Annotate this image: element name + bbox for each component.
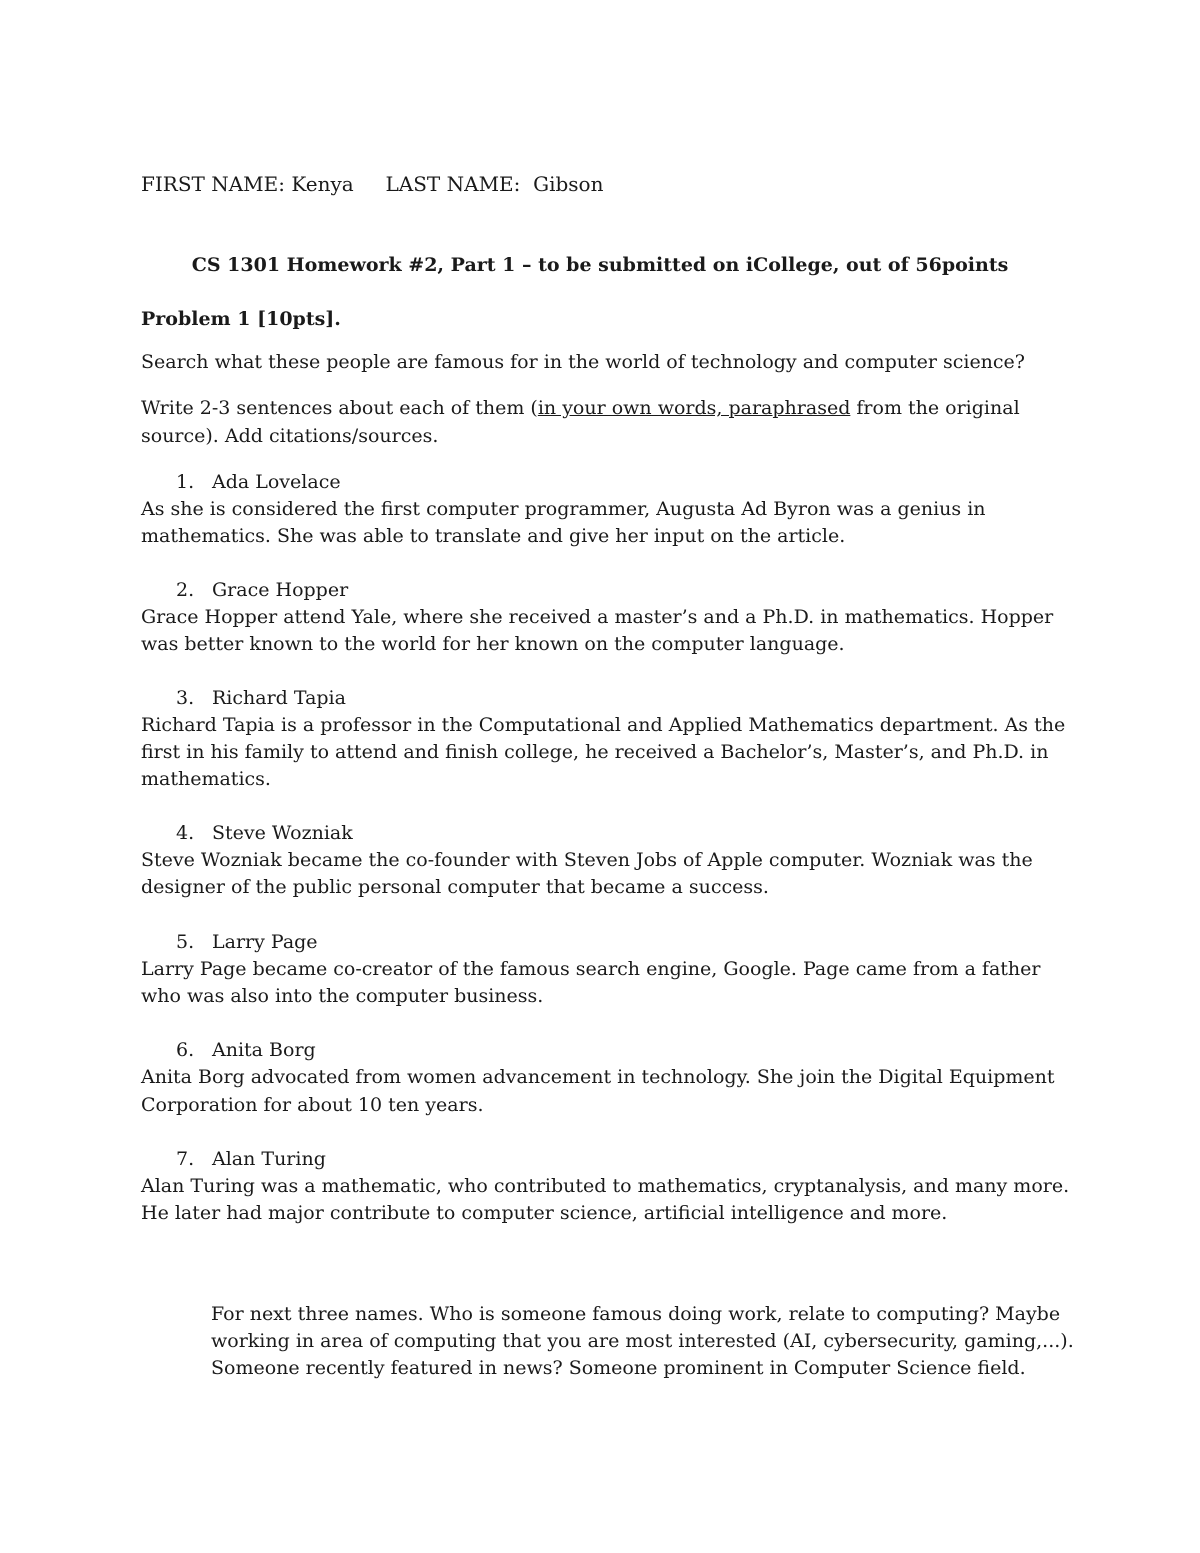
prompt-2-underlined: in your own words, paraphrased xyxy=(537,397,851,419)
name-line xyxy=(141,171,603,198)
list-item-heading xyxy=(176,469,341,496)
person-description-line: Anita Borg advocated from women advancement in technology. She join the Digital Equipment xyxy=(141,1066,1055,1088)
person-name: Grace Hopper xyxy=(212,579,349,601)
first-name-value: Kenya xyxy=(291,172,354,196)
footer-note-line: Someone recently featured in news? Someone prominent in Computer Science field. xyxy=(211,1357,1026,1379)
list-number: 4. xyxy=(176,822,195,844)
footer-note-line: working in area of computing that you are most interested (AI, cybersecurity, gaming,...). xyxy=(211,1330,1074,1352)
list-item-heading xyxy=(176,1037,316,1064)
last-name-value: Gibson xyxy=(533,172,604,196)
list-item-heading xyxy=(176,820,353,847)
person-description-line: Steve Wozniak became the co-founder with Steven Jobs of Apple computer. Wozniak was the xyxy=(141,849,1033,871)
person-name: Richard Tapia xyxy=(212,687,346,709)
list-item-heading xyxy=(176,685,346,712)
person-description-line: mathematics. She was able to translate and give her input on the article. xyxy=(141,525,846,547)
problem-heading: Problem 1 [10pts]. xyxy=(141,308,341,330)
person-description-line: was better known to the world for her known on the computer language. xyxy=(141,633,845,655)
person-name: Anita Borg xyxy=(212,1039,316,1061)
first-name-label: FIRST NAME: xyxy=(141,172,285,196)
list-number: 6. xyxy=(176,1039,195,1061)
person-name: Alan Turing xyxy=(212,1148,326,1170)
person-description-line: Richard Tapia is a professor in the Computational and Applied Mathematics department. As the xyxy=(141,714,1066,736)
person-name: Larry Page xyxy=(212,931,318,953)
person-description-line: Grace Hopper attend Yale, where she received a master’s and a Ph.D. in mathematics. Hopper xyxy=(141,606,1054,628)
problem-prompt-2-line-2: source). Add citations/sources. xyxy=(141,425,439,447)
list-number: 7. xyxy=(176,1148,195,1170)
person-description-line: first in his family to attend and finish college, he received a Bachelor’s, Master’s, and Ph.D. in xyxy=(141,741,1049,763)
list-number: 5. xyxy=(176,931,195,953)
person-description-line: As she is considered the first computer programmer, Augusta Ad Byron was a genius in xyxy=(141,498,986,520)
person-description-line: He later had major contribute to computer science, artificial intelligence and more. xyxy=(141,1202,948,1224)
person-description-line: designer of the public personal computer that became a success. xyxy=(141,876,769,898)
footer-note-line: For next three names. Who is someone famous doing work, relate to computing? Maybe xyxy=(211,1303,1061,1325)
person-description-line: Alan Turing was a mathematic, who contributed to mathematics, cryptanalysis, and many more. xyxy=(141,1175,1070,1197)
person-name: Steve Wozniak xyxy=(212,822,353,844)
list-number: 2. xyxy=(176,579,195,601)
problem-prompt-1: Search what these people are famous for in the world of technology and computer science? xyxy=(141,351,1025,373)
problem-prompt-2 xyxy=(141,395,1020,422)
list-item-heading xyxy=(176,1146,326,1173)
page-title: CS 1301 Homework #2, Part 1 – to be submitted on iCollege, out of 56points xyxy=(191,254,1009,276)
list-item-heading xyxy=(176,929,318,956)
list-number: 1. xyxy=(176,471,195,493)
person-description-line: Larry Page became co-creator of the famous search engine, Google. Page came from a father xyxy=(141,958,1041,980)
person-description-line: Corporation for about 10 ten years. xyxy=(141,1094,484,1116)
person-name: Ada Lovelace xyxy=(212,471,341,493)
prompt-2-after: from the original xyxy=(850,397,1020,419)
list-item-heading xyxy=(176,577,348,604)
last-name-label: LAST NAME: xyxy=(385,172,521,196)
person-description-line: mathematics. xyxy=(141,768,271,790)
prompt-2-before: Write 2-3 sentences about each of them ( xyxy=(141,397,538,419)
person-description-line: who was also into the computer business. xyxy=(141,985,544,1007)
list-number: 3. xyxy=(176,687,195,709)
